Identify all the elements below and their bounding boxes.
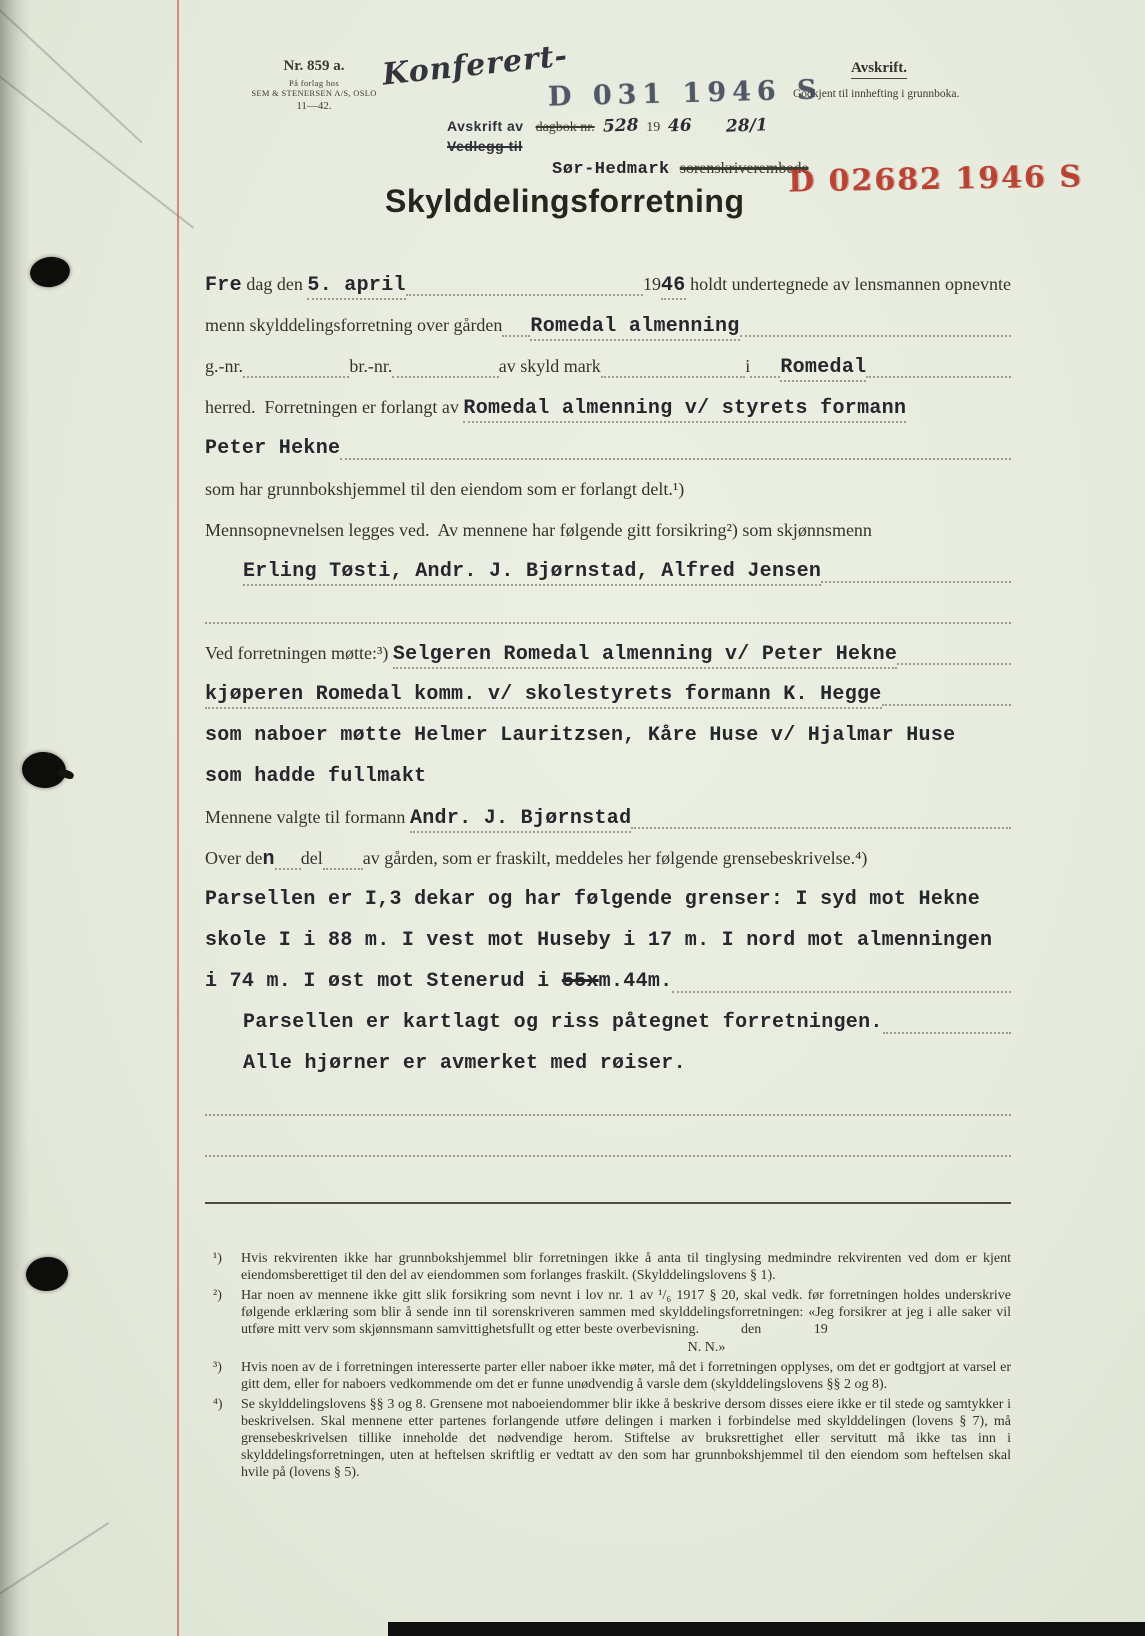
footnote-signature: N. N.» xyxy=(687,1340,726,1355)
form-line-10 xyxy=(205,631,1011,672)
printed-text: Ved forretningen møtte:³) xyxy=(205,643,393,663)
typed-text: m.44m. xyxy=(598,970,673,993)
typed-text: i 74 m. I øst mot Stenerud i xyxy=(205,970,562,993)
year-print: 19 xyxy=(646,120,661,135)
court-office-line xyxy=(552,160,809,179)
footnote-text: Hvis noen av de i forretningen interesserte parter eller naboer ikke møter, må det i forretningen opplyses, om det er godtgjort at varsel er gitt dem, eller for naboers vedkommende om det er funne unødvendig å varsle dem (skylddelingslovens §§ 2 og 8). xyxy=(241,1360,1011,1392)
avskrift-av-stamp: Avskrift av xyxy=(447,118,524,134)
dotted-rule xyxy=(750,376,780,378)
form-line-17 xyxy=(205,918,1011,959)
form-line-21 xyxy=(205,1082,1011,1123)
typed-text: Fre xyxy=(205,274,242,297)
footnote-marker: ⁴) xyxy=(213,1397,223,1412)
typed-text: skole I i 88 m. I vest mot Huseby i 17 m. I nord mot almenningen xyxy=(205,929,993,952)
typed-text: Andr. J. Bjørnstad xyxy=(410,807,631,833)
printed-text: holdt undertegnede av lensmannen opnevnte xyxy=(685,274,1011,294)
printed-text: som har grunnbokshjemmel til den eiendom som er forlangt delt.¹) xyxy=(205,479,685,499)
office-typed-name: Sør-Hedmark xyxy=(552,160,670,179)
footnote-3 xyxy=(205,1359,1011,1393)
form-line-5 xyxy=(205,426,1011,467)
avskrift-label: Avskrift. xyxy=(851,60,907,79)
dotted-rule xyxy=(866,376,1011,378)
dotted-rule xyxy=(897,663,1011,665)
printed-text: g.-nr. xyxy=(205,356,243,376)
footnote-1 xyxy=(205,1250,1011,1284)
form-line-8 xyxy=(205,549,1011,590)
publisher-name: SEM & STENERSEN A/S, OSLO xyxy=(251,88,377,98)
form-line-15 xyxy=(205,836,1011,877)
typed-text: Romedal xyxy=(780,356,866,382)
typed-text: som naboer møtte Helmer Lauritzsen, Kåre Huse v/ Hjalmar Huse xyxy=(205,724,956,747)
printed-text: av gården, som er fraskilt, meddeles her følgende grensebeskrivelse.⁴) xyxy=(362,848,868,868)
dotted-rule xyxy=(275,868,301,870)
form-content xyxy=(205,262,1011,1484)
journal-stamp-dark: D 031 1946 S xyxy=(547,74,823,113)
dotted-rule xyxy=(340,458,1011,460)
printed-text: dag den xyxy=(241,274,308,294)
office-printed-name: sorenskriverembede xyxy=(679,160,809,177)
footnote-4 xyxy=(205,1396,1011,1481)
dotted-rule xyxy=(502,335,530,337)
form-line-20 xyxy=(205,1041,1011,1082)
typed-text: 55x xyxy=(561,970,599,993)
printed-text: Over de xyxy=(205,848,263,868)
typed-text: Parsellen er I,3 dekar og har følgende grenser: I syd mot Hekne xyxy=(205,888,981,911)
typed-text: Romedal almenning v/ styrets formann xyxy=(463,397,906,423)
dotted-rule xyxy=(601,376,746,378)
form-line-16 xyxy=(205,877,1011,918)
red-margin-line xyxy=(177,0,179,1636)
publisher-line: På forlag hos xyxy=(288,78,340,88)
journal-entry-block xyxy=(447,116,772,160)
dotted-rule xyxy=(406,294,643,296)
form-line-14 xyxy=(205,795,1011,836)
form-body xyxy=(205,262,1011,1164)
printed-text: herred. Forretningen er forlangt av xyxy=(205,397,464,417)
dotted-rule xyxy=(740,335,1011,337)
punch-hole xyxy=(28,254,72,289)
printed-text: Mennene valgte til formann xyxy=(205,807,410,827)
form-line-22 xyxy=(205,1123,1011,1164)
form-line-6 xyxy=(205,467,1011,508)
journal-row-2 xyxy=(447,138,772,160)
form-line-18 xyxy=(205,959,1011,1000)
year-hand: 46 xyxy=(667,115,693,137)
form-line-1 xyxy=(205,262,1011,303)
printed-text: av skyld mark xyxy=(498,356,601,376)
typed-text: n xyxy=(262,848,275,871)
date-annotation: 28/1 xyxy=(725,115,768,137)
dotted-rule xyxy=(821,581,1011,583)
footnote-marker: ²) xyxy=(213,1288,222,1303)
dotted-rule xyxy=(883,1032,1011,1034)
typed-text: kjøperen Romedal komm. v/ skolestyrets formann K. Hegge xyxy=(205,683,882,709)
form-line-11 xyxy=(205,672,1011,713)
printer-imprint xyxy=(241,58,387,112)
document-title: Skylddelingsforretning xyxy=(385,183,745,219)
journal-number: 528 xyxy=(602,115,639,137)
edition-code: 11—42. xyxy=(296,100,332,112)
vedlegg-til-stamp: Vedlegg til xyxy=(447,138,523,154)
form-line-7 xyxy=(205,508,1011,549)
footnote-marker: ¹) xyxy=(213,1251,222,1266)
form-line-19 xyxy=(205,1000,1011,1041)
footnote-marker: ³) xyxy=(213,1360,222,1375)
form-line-12 xyxy=(205,713,1011,754)
footnote-text: Hvis rekvirenten ikke har grunnbokshjemmel blir forretningen ikke å anta til tinglysing medmindre rekvirenten ved dom er kjent eiendomsberettiget til den del av eiendommen som forlanges fraskilt. (Skylddelingslovens § 1). xyxy=(241,1251,1011,1283)
journal-stamp-red: D 02682 1946 S xyxy=(787,159,1084,200)
dotted-rule xyxy=(205,1114,1011,1116)
dotted-rule xyxy=(323,868,363,870)
horizontal-rule xyxy=(205,1202,1011,1204)
printed-text: br.-nr. xyxy=(349,356,393,376)
dotted-rule xyxy=(243,376,349,378)
dotted-rule xyxy=(205,622,1011,624)
form-line-13 xyxy=(205,754,1011,795)
dotted-rule xyxy=(205,1155,1011,1157)
footnote-text: Har noen av mennene ikke gitt slik forsikring som nevnt i lov nr. 1 av ¹/₆ 1917 § 20, skal vedk. før forretningen holdes underskrive følgende erklæring som blir å sende inn til sorenskriveren sammen med skylddelingsforretningen: «Jeg forsikrer at jeg i alle saker vil utføre mitt verv som skjønnsmann samvittighetsfullt og etter beste overbevisning. den 19 xyxy=(241,1288,1011,1337)
dotted-rule xyxy=(672,991,1011,993)
footnote-text: Se skylddelingslovens §§ 3 og 8. Grensene mot naboeiendommer blir ikke å beskrive dersom disses eiere ikke er til stede og samtykker i beskrivelsen. Skal mennene etter partenes forlangende utføre delingen i marken i forbindelse med skylddelingen (lovens § 7), må grensebeskrivelsen tillike inneholde det nødvendige herom. Stiftelse av bruksrettighet eller servitutt må ikke tas inn i skylddelingsforretningen, uten at heftelsen skriftlig er vedtatt av den som har grunnbokshjemmel til den eiendom som heftelsen skal hvile på (lovens § 5). xyxy=(241,1397,1011,1480)
scan-left-edge xyxy=(0,0,30,1636)
typed-text: som hadde fullmakt xyxy=(205,765,427,788)
journal-row-1 xyxy=(447,116,772,138)
dagbok-label: dagbok nr. xyxy=(535,120,595,135)
printed-text: del xyxy=(300,848,323,868)
printed-text: Mennsopnevnelsen legges ved. Av mennene har følgende gitt forsikring²) som skjønnsmenn xyxy=(205,520,872,540)
scan-bottom-edge xyxy=(388,1622,1145,1636)
dotted-rule xyxy=(631,827,1011,829)
dotted-rule xyxy=(882,704,1011,706)
form-line-4 xyxy=(205,385,1011,426)
printed-text: i xyxy=(745,356,751,376)
typed-text: 46 xyxy=(661,274,686,300)
footnote-2 xyxy=(205,1287,1011,1356)
printed-text: menn skylddelingsforretning over gården xyxy=(205,315,503,335)
typed-text: Alle hjørner er avmerket med røiser. xyxy=(243,1052,686,1075)
typed-text: Selgeren Romedal almenning v/ Peter Hekne xyxy=(393,643,897,669)
konferert-annotation: Konferert- xyxy=(380,38,570,93)
form-line-2 xyxy=(205,303,1011,344)
dotted-rule xyxy=(392,376,498,378)
form-line-3 xyxy=(205,344,1011,385)
typed-text: Parsellen er kartlagt og riss påtegnet forretningen. xyxy=(243,1011,883,1034)
printed-text: 19 xyxy=(642,274,661,294)
typed-text: 5. april xyxy=(307,274,405,300)
form-line-9 xyxy=(205,590,1011,631)
godkjent-note: Godkjent til innhefting i grunnboka. xyxy=(793,88,960,100)
typed-text: Peter Hekne xyxy=(205,437,341,460)
footnotes-section xyxy=(205,1250,1011,1481)
form-number: Nr. 859 a. xyxy=(283,58,345,74)
typed-text: Romedal almenning xyxy=(530,315,739,341)
typed-text: Erling Tøsti, Andr. J. Bjørnstad, Alfred Jensen xyxy=(243,560,821,586)
punch-hole xyxy=(25,1255,70,1293)
